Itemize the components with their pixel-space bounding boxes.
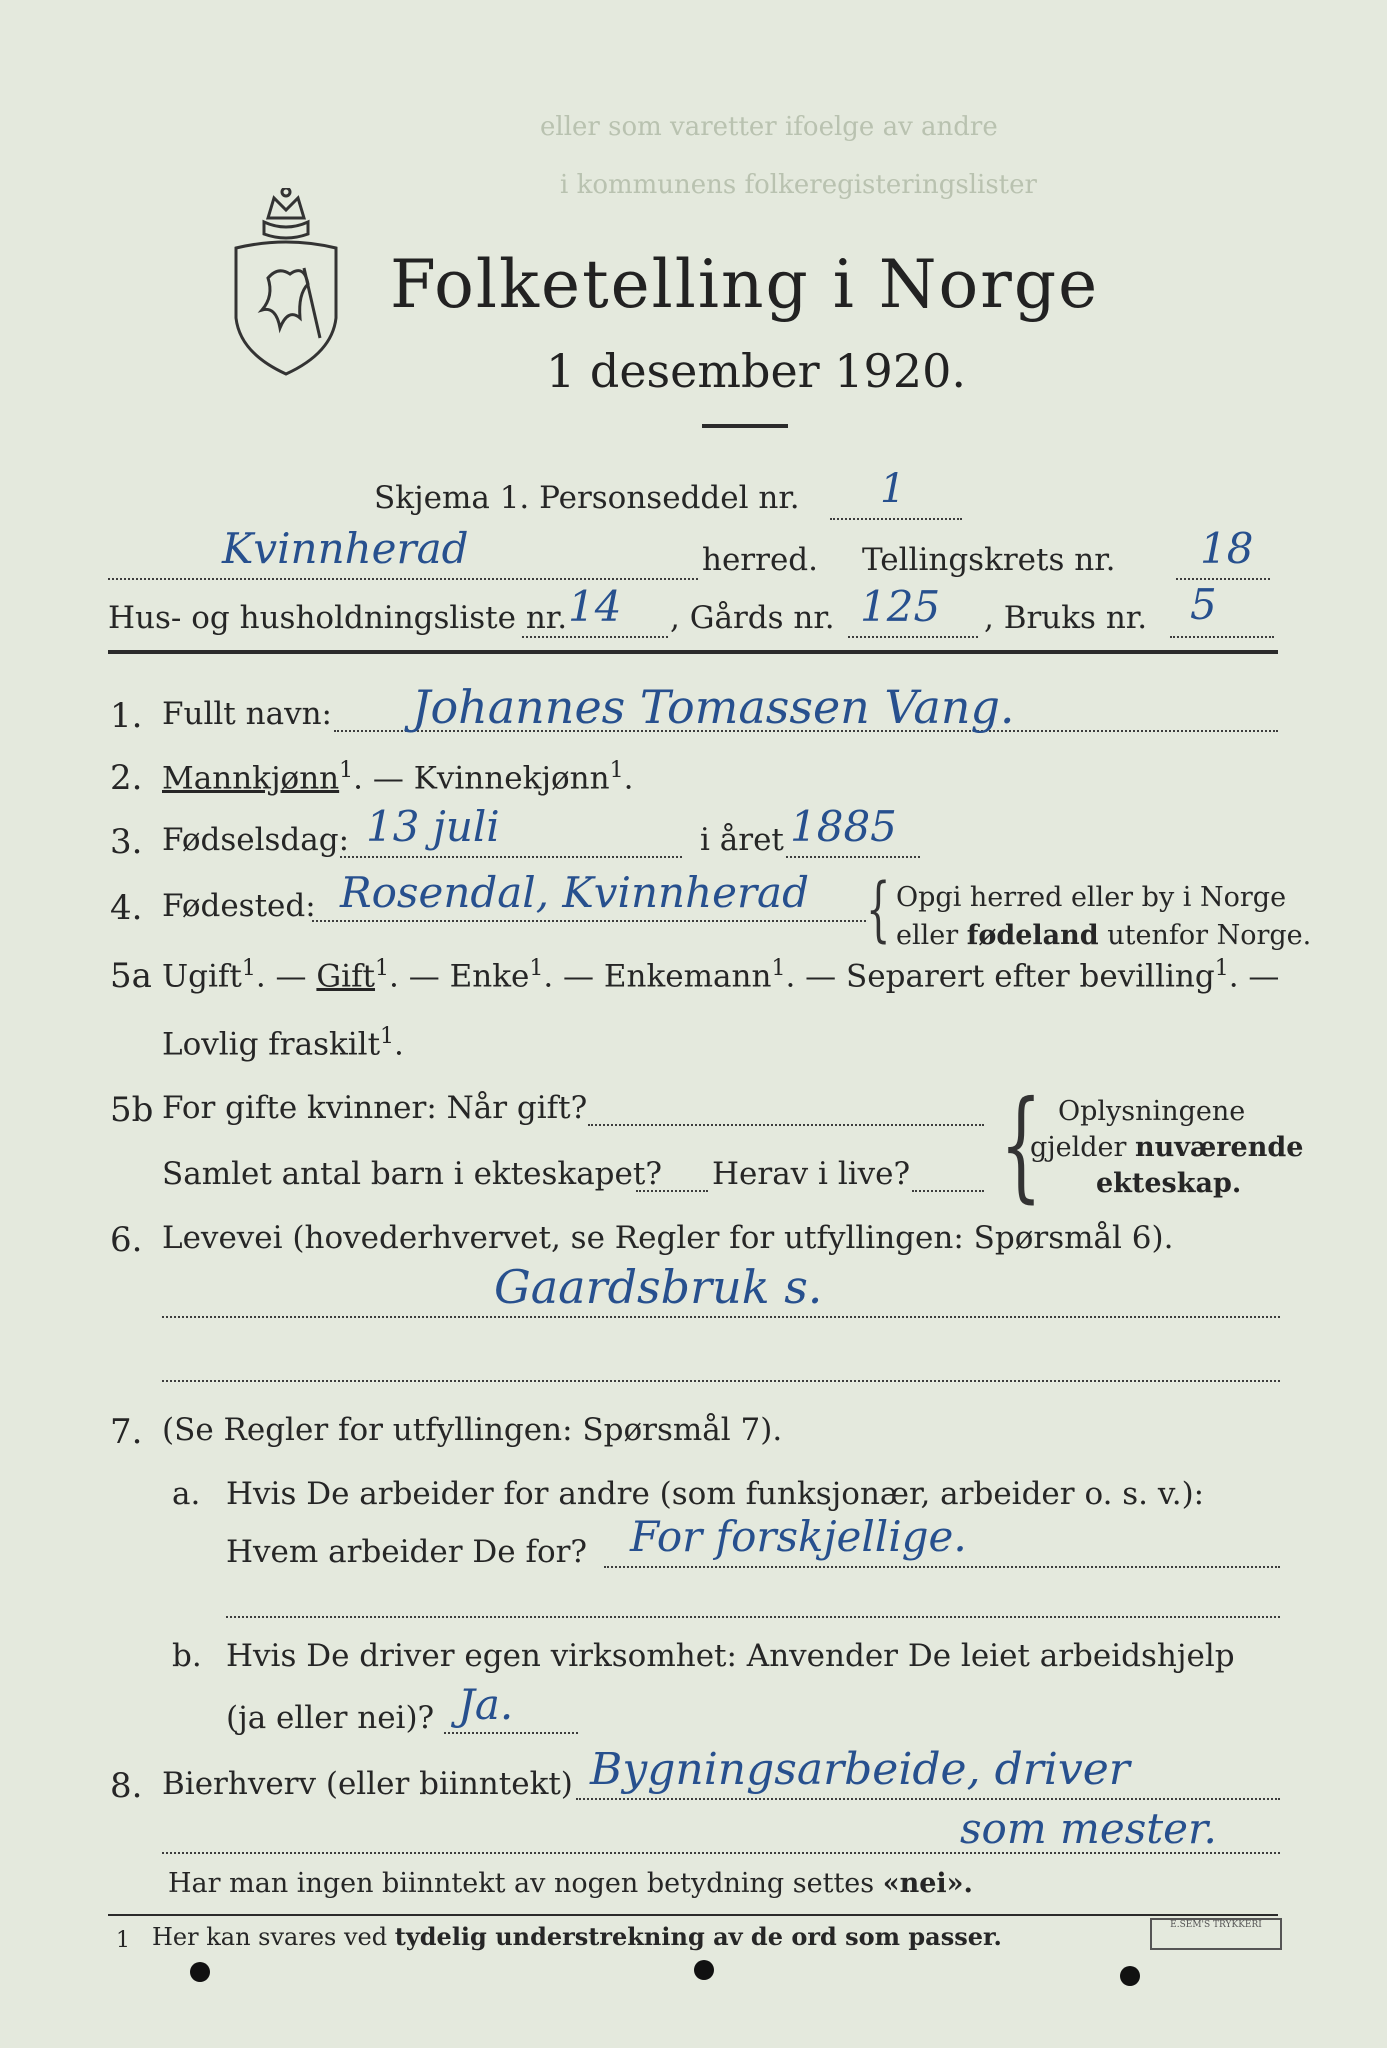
birth-day[interactable]: 13 juli [366,802,500,851]
q5a-number: 5a [110,956,152,996]
footnote-number: 1 [116,1928,130,1953]
q1-label: Fullt navn: [162,696,332,732]
q4-note-1: Opgi herred eller by i Norge [896,882,1287,913]
q1-number: 1. [110,696,143,736]
q7a-line [604,1566,1280,1568]
q3-line [340,856,682,858]
hires-help[interactable]: Ja. [458,1680,514,1729]
q4-note-2: eller fødeland utenfor Norge. [896,920,1312,951]
q8-label: Bierhverv (eller biinntekt) [162,1766,573,1802]
title-divider [702,424,788,428]
bruks-label: , Bruks nr. [984,600,1148,636]
q8-line-1 [576,1798,1280,1800]
gards-nr[interactable]: 125 [860,582,941,631]
year-label: i året [700,822,784,858]
brace-icon: { [866,868,891,950]
tellingskrets-nr[interactable]: 18 [1200,524,1254,573]
birthplace[interactable]: Rosendal, Kvinnherad [340,868,809,917]
q5a-options: Ugift$^1$. — Gift$^1$. — Enke$^1$. — Enkemann$^1$. — Separert efter bevilling$^1$. — [162,956,1280,995]
q7a-text: Hvis De arbeider for andre (som funksjonær, arbeider o. s. v.): [226,1476,1205,1512]
q5b-married-line[interactable] [588,1124,984,1126]
q5b-note-1: Oplysningene [1058,1096,1246,1127]
q5b-note-3: ekteskap. [1096,1168,1242,1199]
punch-hole [190,1962,210,1982]
q7a-line-2[interactable] [226,1616,1280,1618]
q2-options [162,758,633,796]
q3-label: Fødselsdag: [162,822,350,858]
personseddel-line [830,518,962,520]
herred-value[interactable]: Kvinnherad [222,524,469,573]
employer[interactable]: For forskjellige. [630,1512,967,1561]
q3-number: 3. [110,822,143,862]
q5b-alive-line[interactable] [912,1190,984,1192]
personseddel-nr[interactable]: 1 [880,466,906,512]
herred-label: herred. [702,542,818,578]
occupation[interactable]: Gaardsbruk s. [494,1260,823,1314]
gards-line [848,636,978,638]
q7b-text: Hvis De driver egen virksomhet: Anvender De leiet arbeidshjelp [226,1638,1235,1674]
q7b-line [444,1732,578,1734]
printer-stamp: E.SEM'S TRYKKERI [1150,1918,1282,1950]
footnote: Her kan svares ved tydelig understrekning av de ord som passer. [152,1922,1002,1951]
footer-note: Har man ingen biinntekt av nogen betydning settes «nei». [168,1868,973,1899]
bruks-line [1170,636,1274,638]
header-divider [108,650,1278,654]
punch-hole [1120,1966,1140,1986]
q4-number: 4. [110,888,143,928]
q4-label: Fødested: [162,888,316,924]
coat-of-arms-icon [228,188,344,378]
q7a-letter: a. [172,1476,201,1512]
full-name[interactable]: Johannes Tomassen Vang. [412,680,1015,734]
option-separert[interactable]: Separert efter bevilling [846,958,1215,995]
q7a-question: Hvem arbeider De for? [226,1534,588,1570]
form-title: Folketelling i Norge [390,246,1100,323]
q7b-letter: b. [172,1638,202,1674]
footnote-ref: 1 [609,758,624,783]
q5b-label-children: Samlet antal barn i ekteskapet? [162,1156,662,1192]
hus-line [522,636,668,638]
q5b-label-alive: Herav i live? [712,1156,911,1192]
birth-year[interactable]: 1885 [790,802,897,851]
hus-label: Hus- og husholdningsliste nr. [108,600,568,636]
q4-line [312,920,866,922]
brace-icon: { [1000,1076,1042,1215]
q7-number: 7. [110,1412,143,1452]
q8-number: 8. [110,1766,143,1806]
year-line [786,856,920,858]
option-gift[interactable]: Gift [316,958,376,995]
punctuation: . [623,760,634,797]
gards-label: , Gårds nr. [670,600,835,636]
side-occupation-1[interactable]: Bygningsarbeide, driver [590,1744,1130,1795]
side-occupation-2[interactable]: som mester. [960,1804,1217,1853]
skjema-label: Skjema 1. Personseddel nr. [374,480,800,516]
option-mannkjonn[interactable]: Mannkjønn [162,760,340,797]
option-enke[interactable]: Enke [449,958,530,995]
q5b-number: 5b [110,1090,154,1130]
census-date: 1 desember 1920. [546,344,966,398]
q2-number: 2. [110,758,143,798]
option-ugift[interactable]: Ugift [162,958,242,995]
q6-line-1 [162,1316,1280,1318]
bleed-text: eller som varetter ifoelge av andre [540,112,998,142]
herred-line [108,578,698,580]
q5b-label-married: For gifte kvinner: Når gift? [162,1090,588,1126]
option-lovlig-fraskilt[interactable]: Lovlig fraskilt$^1$. [162,1024,404,1063]
q7-label: (Se Regler for utfyllingen: Spørsmål 7). [162,1412,783,1448]
q7b-question: (ja eller nei)? [226,1700,435,1736]
bleed-text: i kommunens folkeregisteringslister [560,170,1037,200]
punch-hole [694,1960,714,1980]
footer-divider [108,1914,1278,1916]
q5b-note-2: gjelder nuværende [1030,1132,1304,1163]
q5b-children-line[interactable] [636,1190,708,1192]
option-enkemann[interactable]: Enkemann [603,958,772,995]
hus-nr[interactable]: 14 [568,582,622,631]
q6-number: 6. [110,1220,143,1260]
footnote-ref: 1 [339,758,354,783]
bruks-nr[interactable]: 5 [1190,580,1217,629]
q6-line-2[interactable] [162,1380,1280,1382]
q6-label: Levevei (hovederhvervet, se Regler for utfyllingen: Spørsmål 6). [162,1220,1174,1256]
option-kvinnekjonn[interactable]: . — Kvinnekjønn [353,760,610,797]
tellingskrets-label: Tellingskrets nr. [862,542,1116,578]
